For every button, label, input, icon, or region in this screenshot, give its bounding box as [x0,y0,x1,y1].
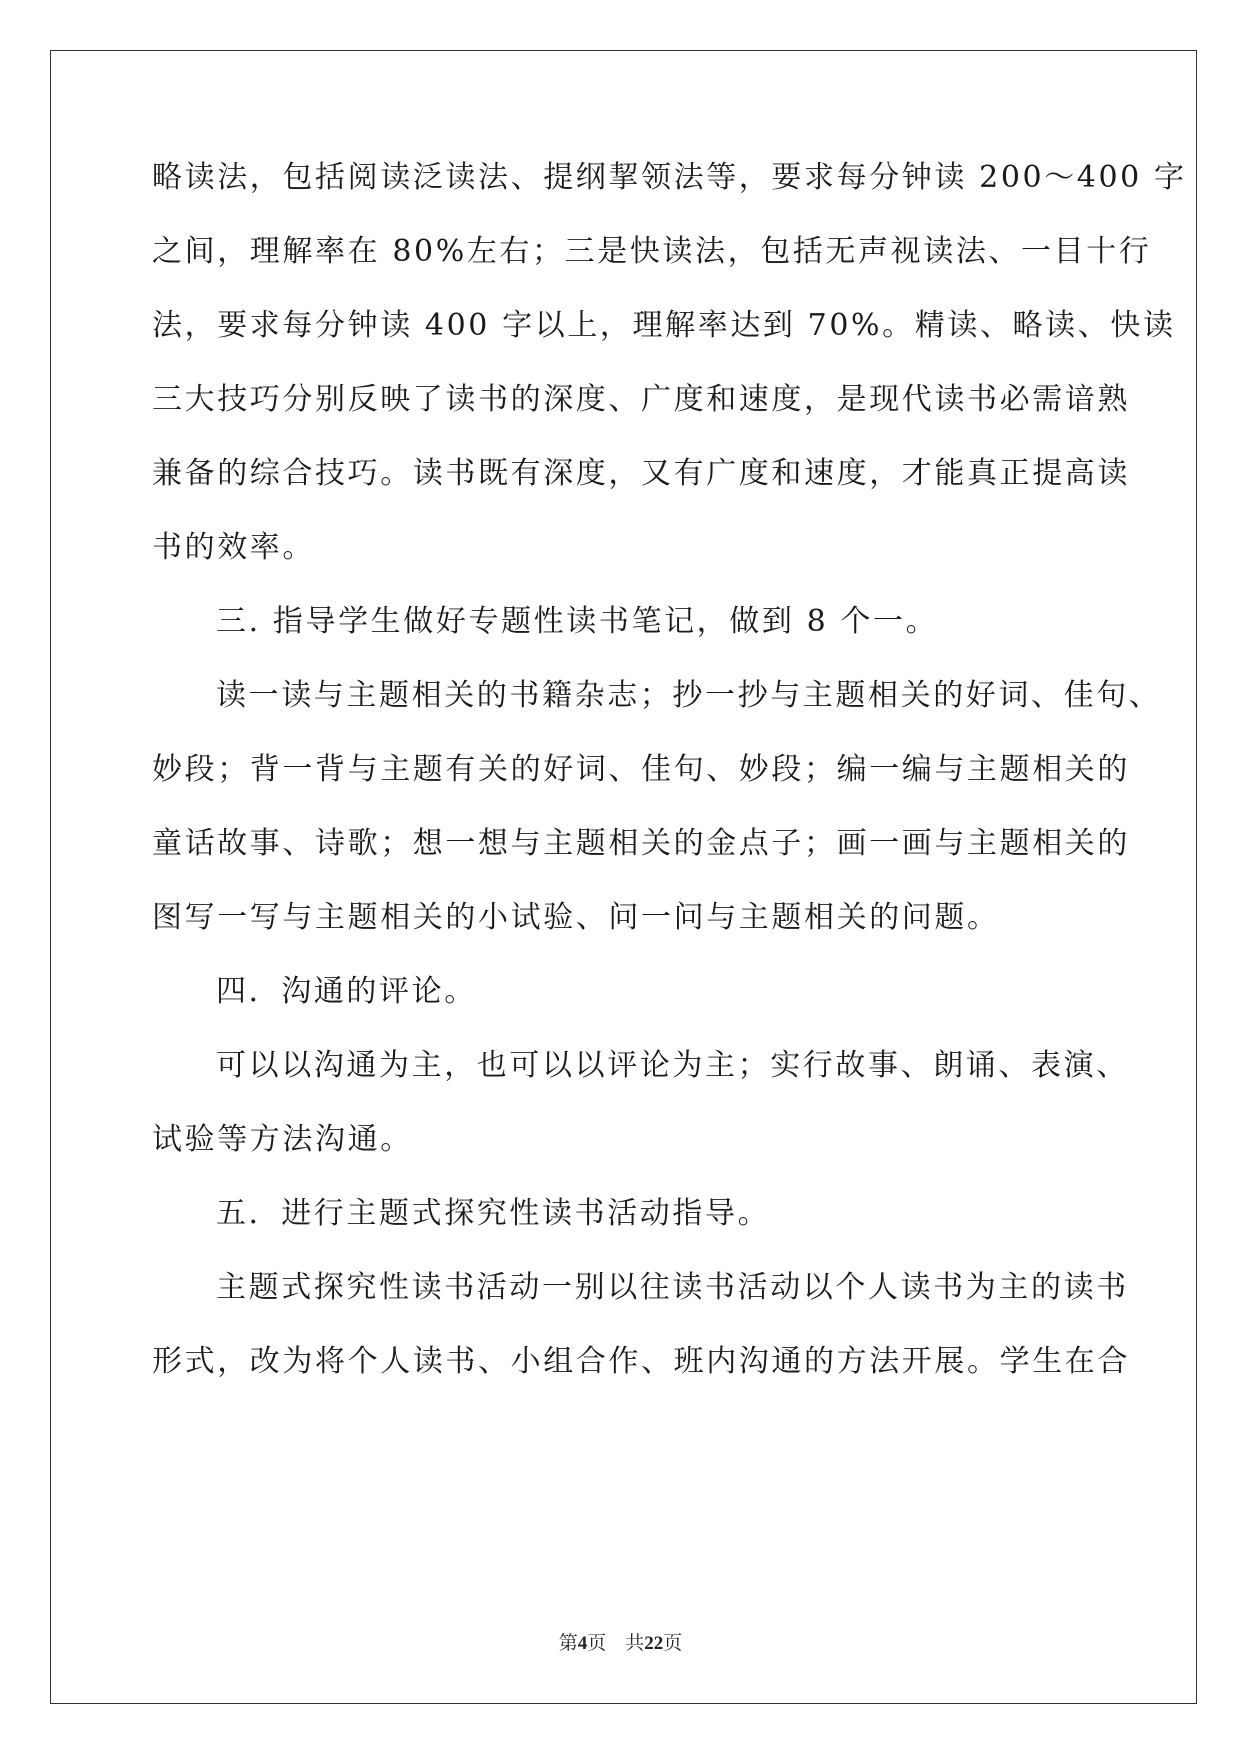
current-page-number: 4 [577,1633,588,1654]
page-footer [0,1628,1241,1655]
paragraph-line: 童话故事、诗歌；想一想与主题相关的金点子；画一画与主题相关的 [152,826,1130,861]
paragraph-line: 书的效率。 [152,530,315,565]
paragraph-line: 兼备的综合技巧。读书既有深度，又有广度和速度，才能真正提高读 [152,456,1130,491]
paragraph-line: 可以以沟通为主，也可以以评论为主；实行故事、朗诵、表演、 [216,1048,1129,1083]
section-heading-3: 三. 指导学生做好专题性读书笔记，做到 8 个一。 [216,604,939,639]
paragraph-line: 法，要求每分钟读 400 字以上，理解率达到 70%。精读、略读、快读 [152,308,1176,343]
paragraph-line: 三大技巧分别反映了读书的深度、广度和速度，是现代读书必需谙熟 [152,382,1130,417]
page-border [50,50,1197,1704]
paragraph-line: 之间，理解率在 80%左右；三是快读法，包括无声视读法、一目十行 [152,234,1152,269]
footer-total-suffix: 页 [663,1633,683,1654]
paragraph-line: 读一读与主题相关的书籍杂志；抄一抄与主题相关的好词、佳句、 [216,678,1162,713]
section-heading-5: 五．进行主题式探究性读书活动指导。 [216,1196,771,1231]
section-heading-4: 四．沟通的评论。 [216,974,477,1009]
paragraph-line: 试验等方法沟通。 [152,1122,413,1157]
total-page-number: 22 [644,1633,664,1654]
paragraph-line: 妙段；背一背与主题有关的好词、佳句、妙段；编一编与主题相关的 [152,752,1130,787]
footer-page-suffix: 页 [587,1633,607,1654]
paragraph-line: 主题式探究性读书活动一别以往读书活动以个人读书为主的读书 [216,1270,1129,1305]
footer-total-prefix: 共 [625,1633,645,1654]
paragraph-line: 略读法，包括阅读泛读法、提纲挈领法等，要求每分钟读 200～400 字 [152,160,1187,195]
paragraph-line: 图写一写与主题相关的小试验、问一问与主题相关的问题。 [152,900,1000,935]
paragraph-line: 形式，改为将个人读书、小组合作、班内沟通的方法开展。学生在合 [152,1344,1130,1379]
footer-prefix: 第 [558,1633,578,1654]
